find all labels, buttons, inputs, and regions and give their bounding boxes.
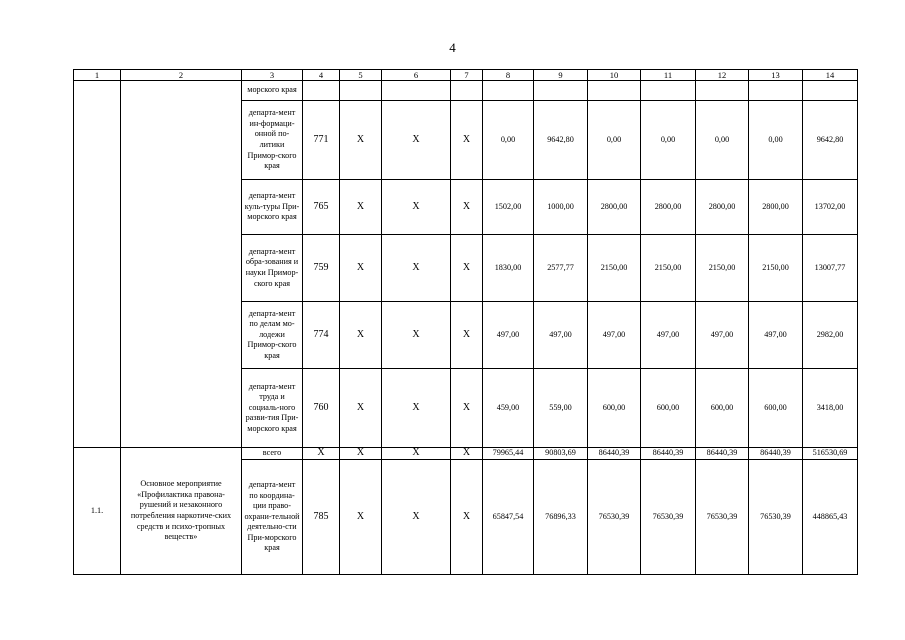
value-cell: 2150,00 <box>696 235 749 302</box>
value-cell: 2150,00 <box>588 235 641 302</box>
value-cell: 90803,69 <box>534 448 588 460</box>
col-number: 13 <box>749 70 803 81</box>
value-cell <box>749 81 803 101</box>
value-cell: 9642,80 <box>534 101 588 180</box>
col-number: 1 <box>74 70 121 81</box>
cell: X <box>340 448 382 460</box>
col-number: 14 <box>803 70 858 81</box>
value-cell: 65847,54 <box>483 460 534 575</box>
table-row-total <box>74 448 858 460</box>
col-number: 9 <box>534 70 588 81</box>
cell: X <box>340 302 382 369</box>
cell: X <box>451 369 483 448</box>
value-cell <box>588 81 641 101</box>
col-number: 2 <box>121 70 242 81</box>
value-cell <box>696 81 749 101</box>
cell: X <box>340 235 382 302</box>
value-cell: 1502,00 <box>483 180 534 235</box>
value-cell <box>534 81 588 101</box>
responsible-cell: департа-мент труда и социаль-ного разви-тия При-морского края <box>242 369 303 448</box>
value-cell: 459,00 <box>483 369 534 448</box>
code-cell <box>303 81 340 101</box>
value-cell <box>803 81 858 101</box>
value-cell: 497,00 <box>641 302 696 369</box>
responsible-cell: департа-мент по делам мо-лодежи Примор-ского края <box>242 302 303 369</box>
cell: X <box>340 101 382 180</box>
value-cell: 559,00 <box>534 369 588 448</box>
cell: X <box>451 448 483 460</box>
col-number: 6 <box>382 70 451 81</box>
code-cell: 774 <box>303 302 340 369</box>
cell: X <box>340 369 382 448</box>
value-cell: 497,00 <box>588 302 641 369</box>
value-cell: 2800,00 <box>588 180 641 235</box>
value-cell: 0,00 <box>641 101 696 180</box>
cell: X <box>382 101 451 180</box>
index-cell <box>74 81 121 448</box>
value-cell: 2982,00 <box>803 302 858 369</box>
value-cell: 600,00 <box>696 369 749 448</box>
page-number: 4 <box>449 40 456 55</box>
value-cell: 86440,39 <box>696 448 749 460</box>
value-cell: 13702,00 <box>803 180 858 235</box>
value-cell: 2577,77 <box>534 235 588 302</box>
value-cell: 600,00 <box>749 369 803 448</box>
responsible-cell: морского края <box>242 81 303 101</box>
value-cell: 86440,39 <box>749 448 803 460</box>
col-number: 8 <box>483 70 534 81</box>
value-cell: 497,00 <box>696 302 749 369</box>
responsible-cell: департа-мент по координа-ции право-охрани-тельной деятельно-сти При-морского края <box>242 460 303 575</box>
cell <box>340 81 382 101</box>
cell: X <box>382 448 451 460</box>
col-number: 10 <box>588 70 641 81</box>
cell: X <box>451 302 483 369</box>
col-number: 4 <box>303 70 340 81</box>
cell: X <box>382 180 451 235</box>
cell: X <box>451 180 483 235</box>
col-number: 11 <box>641 70 696 81</box>
cell: X <box>382 369 451 448</box>
value-cell: 516530,69 <box>803 448 858 460</box>
cell <box>382 81 451 101</box>
value-cell: 2800,00 <box>749 180 803 235</box>
cell: X <box>451 235 483 302</box>
value-cell: 0,00 <box>483 101 534 180</box>
cell: X <box>382 302 451 369</box>
responsible-cell: департа-мент ин-формаци-онной по-литики Примор-ского края <box>242 101 303 180</box>
value-cell <box>641 81 696 101</box>
code-cell: 760 <box>303 369 340 448</box>
value-cell <box>483 81 534 101</box>
code-cell: 765 <box>303 180 340 235</box>
name-cell: Основное мероприятие «Профилактика правона-рушений и незаконного потребления наркотиче-ских средств и психо-тропных веществ» <box>121 448 242 575</box>
code-cell: 785 <box>303 460 340 575</box>
value-cell: 86440,39 <box>588 448 641 460</box>
value-cell: 497,00 <box>483 302 534 369</box>
value-cell: 76530,39 <box>696 460 749 575</box>
cell: X <box>451 460 483 575</box>
col-number: 5 <box>340 70 382 81</box>
name-cell <box>121 81 242 448</box>
cell: X <box>382 235 451 302</box>
table-row <box>74 81 858 101</box>
responsible-cell: всего <box>242 448 303 460</box>
col-number: 7 <box>451 70 483 81</box>
value-cell: 0,00 <box>749 101 803 180</box>
code-cell: 771 <box>303 101 340 180</box>
cell: X <box>340 180 382 235</box>
value-cell: 448865,43 <box>803 460 858 575</box>
value-cell: 76530,39 <box>588 460 641 575</box>
value-cell: 76530,39 <box>641 460 696 575</box>
value-cell: 13007,77 <box>803 235 858 302</box>
column-numbers-row <box>74 70 858 81</box>
value-cell: 3418,00 <box>803 369 858 448</box>
value-cell: 1000,00 <box>534 180 588 235</box>
value-cell: 2800,00 <box>641 180 696 235</box>
index-cell: 1.1. <box>74 448 121 575</box>
cell: X <box>340 460 382 575</box>
value-cell: 2800,00 <box>696 180 749 235</box>
value-cell: 2150,00 <box>749 235 803 302</box>
value-cell: 1830,00 <box>483 235 534 302</box>
code-cell: 759 <box>303 235 340 302</box>
value-cell: 497,00 <box>749 302 803 369</box>
value-cell: 76530,39 <box>749 460 803 575</box>
cell: X <box>451 101 483 180</box>
value-cell: 86440,39 <box>641 448 696 460</box>
responsible-cell: департа-мент обра-зования и науки Примор-ского края <box>242 235 303 302</box>
value-cell: 79965,44 <box>483 448 534 460</box>
responsible-cell: департа-мент куль-туры При-морского края <box>242 180 303 235</box>
value-cell: 600,00 <box>641 369 696 448</box>
col-number: 3 <box>242 70 303 81</box>
value-cell: 600,00 <box>588 369 641 448</box>
value-cell: 497,00 <box>534 302 588 369</box>
col-number: 12 <box>696 70 749 81</box>
budget-table <box>73 69 858 575</box>
cell: X <box>382 460 451 575</box>
value-cell: 9642,80 <box>803 101 858 180</box>
value-cell: 2150,00 <box>641 235 696 302</box>
value-cell: 76896,33 <box>534 460 588 575</box>
cell <box>451 81 483 101</box>
value-cell: 0,00 <box>588 101 641 180</box>
code-cell: X <box>303 448 340 460</box>
value-cell: 0,00 <box>696 101 749 180</box>
